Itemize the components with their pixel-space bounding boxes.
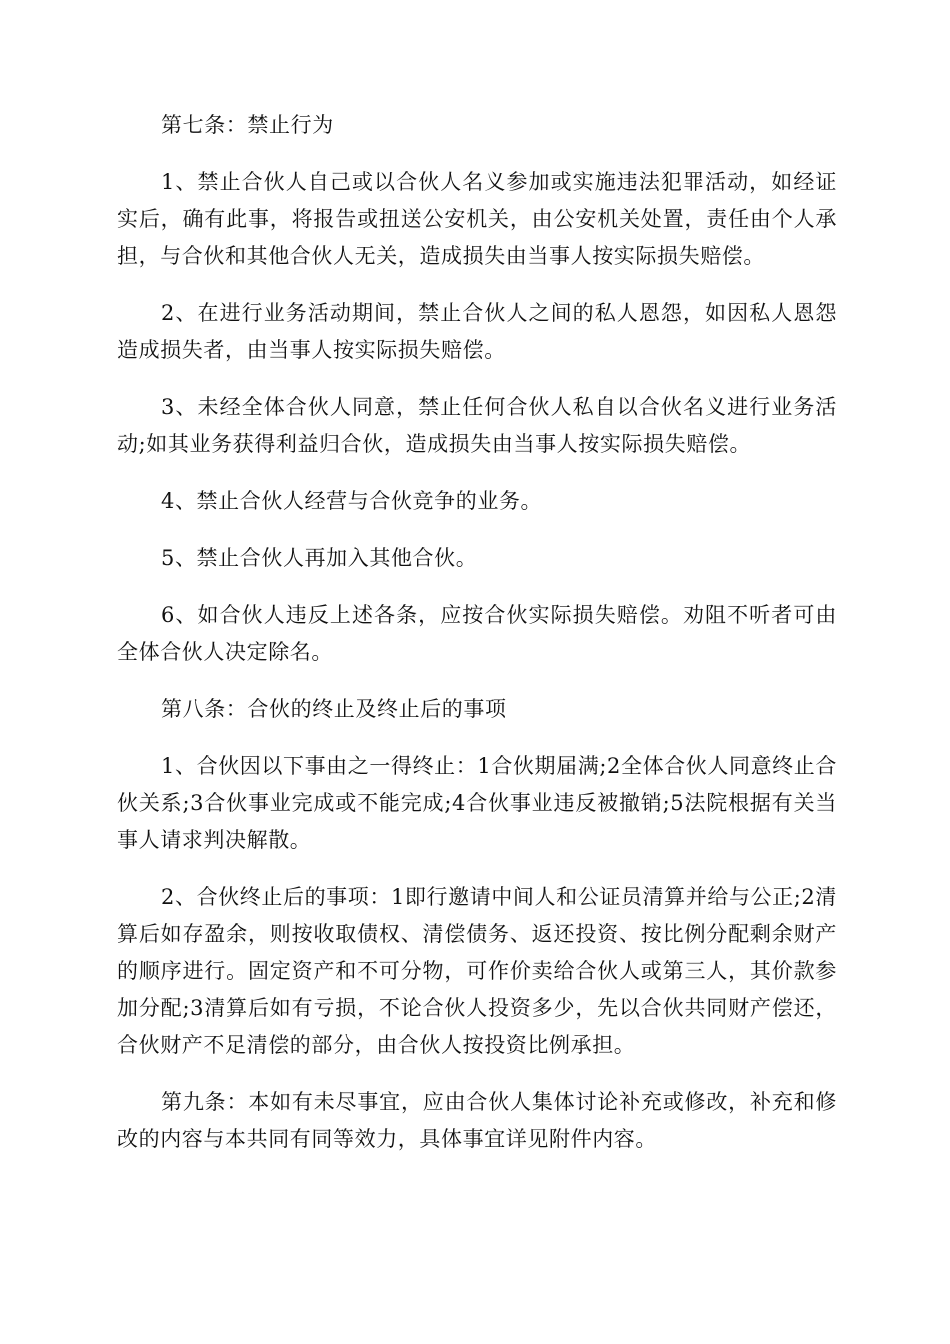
article-8-heading: 第八条：合伙的终止及终止后的事项: [161, 697, 507, 721]
article-9-paragraph: 第九条：本如有未尽事宜，应由合伙人集体讨论补充或修改，补充和修改的内容与本共同有同等效力，具体事宜详见附件内容。: [117, 1090, 837, 1151]
article-7-heading: 第七条：禁止行为: [161, 113, 334, 137]
article-8-clause-1: 1、合伙因以下事由之一得终止：1合伙期届满;2全体合伙人同意终止合伙关系;3合伙事业完成或不能完成;4合伙事业违反被撤销;5法院根据有关当事人请求判决解散。: [117, 754, 837, 852]
article-7-clause-4: 4、禁止合伙人经营与合伙竞争的业务。: [161, 489, 543, 513]
article-7-clause-1: 1、禁止合伙人自己或以合伙人名义参加或实施违法犯罪活动，如经证实后，确有此事，将报告或扭送公安机关，由公安机关处置，责任由个人承担，与合伙和其他合伙人无关，造成损失由当事人按实际损失赔偿。: [117, 170, 837, 268]
article-7-clause-2: 2、在进行业务活动期间，禁止合伙人之间的私人恩怨，如因私人恩怨造成损失者，由当事人按实际损失赔偿。: [117, 301, 837, 362]
article-7-clause-6: 6、如合伙人违反上述各条，应按合伙实际损失赔偿。劝阻不听者可由全体合伙人决定除名。: [117, 603, 837, 664]
article-8-clause-2: 2、合伙终止后的事项：1即行邀请中间人和公证员清算并给与公正;2清算后如存盈余，则按收取债权、清偿债务、返还投资、按比例分配剩余财产的顺序进行。固定资产和不可分物，可作价卖给合伙人或第三人，其价款参加分配;3清算后如有亏损，不论合伙人投资多少，先以合伙共同财产偿还，合伙财产不足清偿的部分，由合伙人按投资比例承担。: [117, 885, 837, 1057]
document-body: [117, 107, 837, 1178]
article-7-clause-3: 3、未经全体合伙人同意，禁止任何合伙人私自以合伙名义进行业务活动;如其业务获得利益归合伙，造成损失由当事人按实际损失赔偿。: [117, 395, 837, 456]
article-7-clause-5: 5、禁止合伙人再加入其他合伙。: [161, 546, 478, 570]
